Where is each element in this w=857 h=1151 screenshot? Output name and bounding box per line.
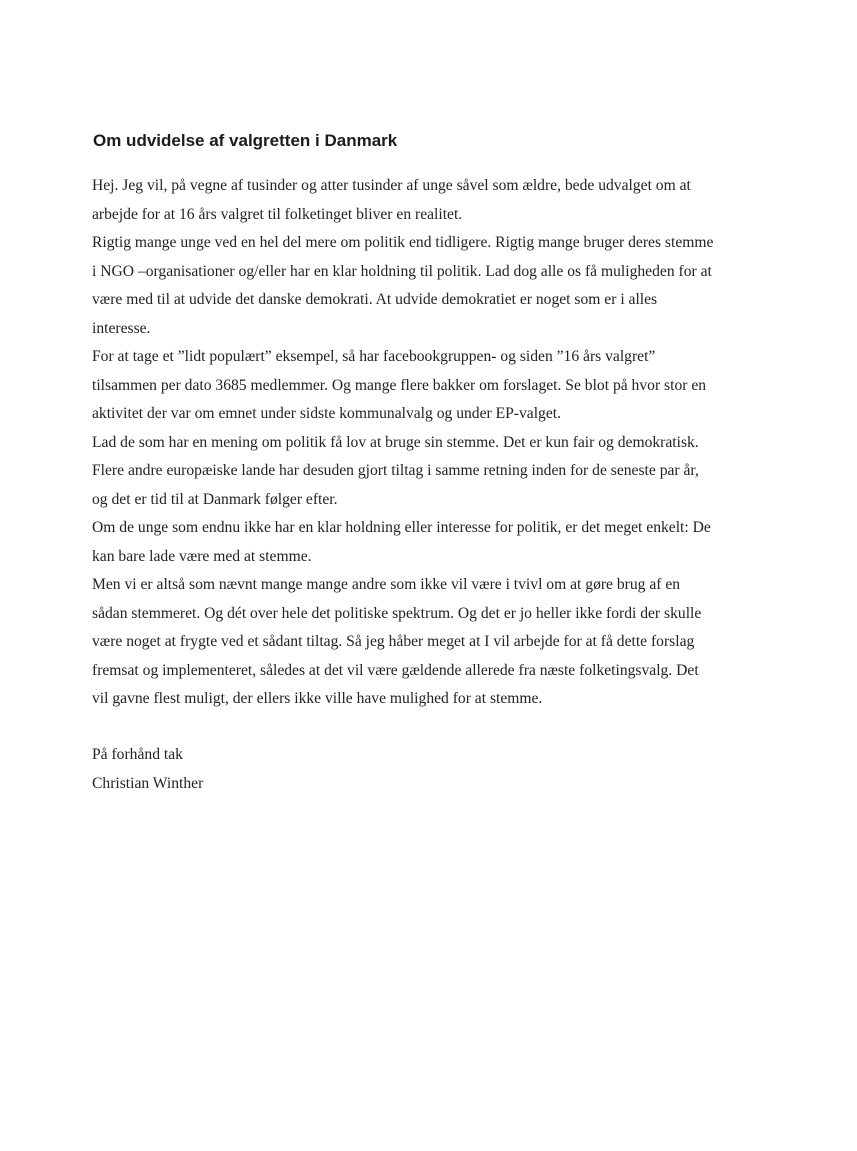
body-line: fremsat og implementeret, således at det vil være gældende allerede fra næste folketingsvalg. Det	[92, 661, 699, 679]
body-line: vil gavne flest muligt, der ellers ikke ville have mulighed for at stemme.	[92, 690, 543, 707]
body-line: tilsammen per dato 3685 medlemmer. Og mange flere bakker om forslaget. Se blot på hvor stor en	[92, 376, 707, 394]
body-line: arbejde for at 16 års valgret til folketinget bliver en realitet.	[92, 205, 463, 223]
body-line: sådan stemmeret. Og dét over hele det politiske spektrum. Og det er jo heller ikke fordi der skulle	[92, 604, 702, 622]
document-title: Om udvidelse af valgretten i Danmark	[93, 131, 398, 150]
body-line: interesse.	[92, 319, 151, 337]
body-line: være noget at frygte ved et sådant tiltag. Så jeg håber meget at I vil arbejde for at få dette forslag	[92, 633, 695, 650]
body-line: Rigtig mange unge ved en hel del mere om politik end tidligere. Rigtig mange bruger deres stemme	[92, 234, 714, 251]
body-line: Lad de som har en mening om politik få lov at bruge sin stemme. Det er kun fair og demokratisk.	[92, 433, 699, 451]
body-line: Om de unge som endnu ikke har en klar holdning eller interesse for politik, er det meget enkelt: De	[92, 519, 711, 536]
body-line: og det er tid til at Danmark følger efter.	[92, 490, 338, 508]
body-line: være med til at udvide det danske demokrati. At udvide demokratiet er noget som er i alles	[92, 291, 658, 308]
signature-name: Christian Winther	[92, 774, 204, 792]
body-line: kan bare lade være med at stemme.	[92, 547, 312, 565]
closing-text: På forhånd tak	[92, 746, 183, 763]
body-line: For at tage et ”lidt populært” eksempel, så har facebookgruppen- og siden ”16 års valgret”	[92, 348, 656, 365]
body-line: i NGO –organisationer og/eller har en klar holdning til politik. Lad dog alle os få muligheden for at	[92, 262, 712, 280]
document-body	[92, 172, 772, 714]
body-line: Hej. Jeg vil, på vegne af tusinder og atter tusinder af unge såvel som ældre, bede udvalget om at	[92, 177, 691, 194]
body-line: Flere andre europæiske lande har desuden gjort tiltag i samme retning inden for de seneste par år,	[92, 462, 699, 479]
closing-block	[92, 741, 203, 798]
body-line: Men vi er altså som nævnt mange mange andre som ikke vil være i tvivl om at gøre brug af en	[92, 576, 681, 593]
body-line: aktivitet der var om emnet under sidste kommunalvalg og under EP-valget.	[92, 405, 561, 422]
